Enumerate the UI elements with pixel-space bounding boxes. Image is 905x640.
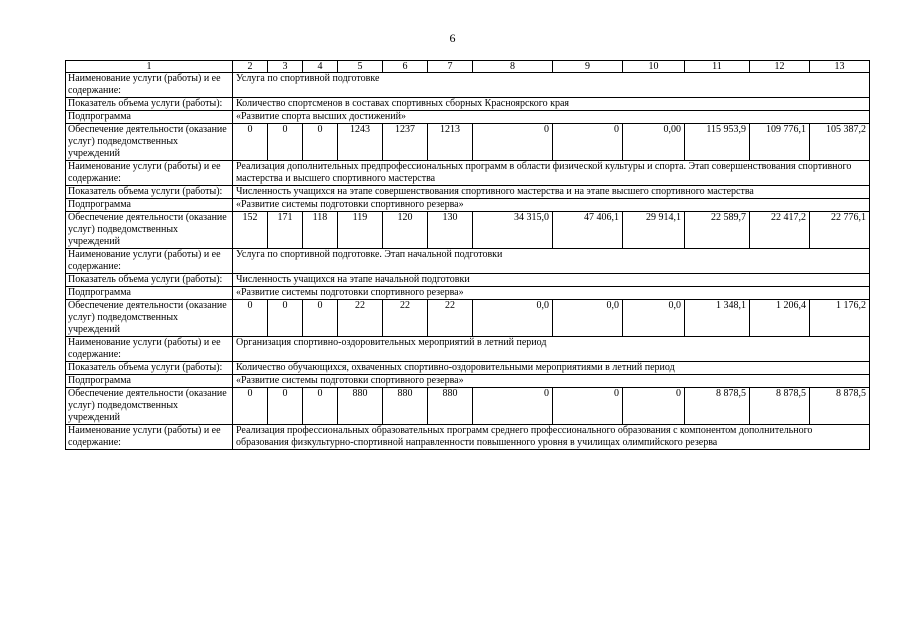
row-text: «Развитие системы подготовки спортивного резерва» <box>233 199 870 212</box>
table-row <box>66 212 870 249</box>
value-cell: 8 878,5 <box>750 388 810 425</box>
value-cell: 22 589,7 <box>685 212 750 249</box>
value-cell: 880 <box>428 388 473 425</box>
table-row <box>66 274 870 287</box>
value-cell: 34 315,0 <box>473 212 553 249</box>
table-row <box>66 186 870 199</box>
value-cell: 1243 <box>338 124 383 161</box>
value-cell: 109 776,1 <box>750 124 810 161</box>
table-row <box>66 375 870 388</box>
value-cell: 0 <box>473 124 553 161</box>
row-text: Количество спортсменов в составах спортивных сборных Красноярского края <box>233 98 870 111</box>
value-cell: 0 <box>303 124 338 161</box>
value-cell: 22 417,2 <box>750 212 810 249</box>
row-text: Услуга по спортивной подготовке <box>233 73 870 98</box>
row-text: Численность учащихся на этапе начальной подготовки <box>233 274 870 287</box>
value-cell: 0 <box>233 388 268 425</box>
row-text: Реализация дополнительных предпрофессиональных программ в области физической культуры и спорта. Этап совершенствования спортивного мастерства и высшего спортивного мастерства <box>233 161 870 186</box>
value-cell: 0,0 <box>623 300 685 337</box>
column-header: 4 <box>303 61 338 73</box>
value-cell: 1213 <box>428 124 473 161</box>
value-cell: 0,00 <box>623 124 685 161</box>
value-cell: 22 776,1 <box>810 212 870 249</box>
value-cell: 1 206,4 <box>750 300 810 337</box>
value-cell: 47 406,1 <box>553 212 623 249</box>
row-text: Количество обучающихся, охваченных спортивно-оздоровительными мероприятиями в летний период <box>233 362 870 375</box>
table-row <box>66 98 870 111</box>
column-header: 11 <box>685 61 750 73</box>
table-body <box>66 61 870 450</box>
value-cell: 22 <box>428 300 473 337</box>
row-label: Наименование услуги (работы) и ее содержание: <box>66 337 233 362</box>
row-text: Численность учащихся на этапе совершенствования спортивного мастерства и на этапе высшего спортивного мастерства <box>233 186 870 199</box>
row-label: Подпрограмма <box>66 111 233 124</box>
value-cell: 119 <box>338 212 383 249</box>
value-cell: 115 953,9 <box>685 124 750 161</box>
value-cell: 152 <box>233 212 268 249</box>
row-label: Подпрограмма <box>66 199 233 212</box>
table-row <box>66 161 870 186</box>
table-row <box>66 300 870 337</box>
row-label: Обеспечение деятельности (оказание услуг) подведомственных учреждений <box>66 212 233 249</box>
row-label: Показатель объема услуги (работы): <box>66 274 233 287</box>
row-label: Обеспечение деятельности (оказание услуг) подведомственных учреждений <box>66 300 233 337</box>
row-label: Подпрограмма <box>66 375 233 388</box>
column-header: 13 <box>810 61 870 73</box>
row-text: «Развитие спорта высших достижений» <box>233 111 870 124</box>
row-label: Показатель объема услуги (работы): <box>66 186 233 199</box>
value-cell: 22 <box>383 300 428 337</box>
column-header: 12 <box>750 61 810 73</box>
row-label: Показатель объема услуги (работы): <box>66 362 233 375</box>
value-cell: 0 <box>268 300 303 337</box>
row-text: Реализация профессиональных образовательных программ среднего профессионального образования с компонентом дополнительного образования физкультурно-спортивной направленности повышенного уровня в училищах олимпийского резерва <box>233 425 870 450</box>
header-row <box>66 61 870 73</box>
row-label: Показатель объема услуги (работы): <box>66 98 233 111</box>
value-cell: 0 <box>268 388 303 425</box>
table-row <box>66 124 870 161</box>
value-cell: 1237 <box>383 124 428 161</box>
column-header: 8 <box>473 61 553 73</box>
table-row <box>66 425 870 450</box>
value-cell: 880 <box>383 388 428 425</box>
table-row <box>66 287 870 300</box>
row-label: Наименование услуги (работы) и ее содержание: <box>66 425 233 450</box>
value-cell: 0 <box>303 300 338 337</box>
column-header: 10 <box>623 61 685 73</box>
column-header: 1 <box>66 61 233 73</box>
budget-table <box>65 60 870 450</box>
row-label: Наименование услуги (работы) и ее содержание: <box>66 249 233 274</box>
value-cell: 880 <box>338 388 383 425</box>
table-row <box>66 249 870 274</box>
column-header: 3 <box>268 61 303 73</box>
table-row <box>66 111 870 124</box>
value-cell: 0 <box>623 388 685 425</box>
value-cell: 171 <box>268 212 303 249</box>
column-header: 6 <box>383 61 428 73</box>
column-header: 9 <box>553 61 623 73</box>
value-cell: 8 878,5 <box>685 388 750 425</box>
value-cell: 0 <box>268 124 303 161</box>
column-header: 2 <box>233 61 268 73</box>
table-row <box>66 337 870 362</box>
row-label: Наименование услуги (работы) и ее содержание: <box>66 73 233 98</box>
value-cell: 8 878,5 <box>810 388 870 425</box>
row-label: Наименование услуги (работы) и ее содержание: <box>66 161 233 186</box>
value-cell: 105 387,2 <box>810 124 870 161</box>
value-cell: 0 <box>303 388 338 425</box>
row-text: «Развитие системы подготовки спортивного резерва» <box>233 375 870 388</box>
row-text: «Развитие системы подготовки спортивного резерва» <box>233 287 870 300</box>
value-cell: 0 <box>233 124 268 161</box>
row-text: Организация спортивно-оздоровительных мероприятий в летний период <box>233 337 870 362</box>
row-text: Услуга по спортивной подготовке. Этап начальной подготовки <box>233 249 870 274</box>
page-number: 6 <box>449 31 456 45</box>
value-cell: 22 <box>338 300 383 337</box>
value-cell: 0,0 <box>473 300 553 337</box>
table-row <box>66 73 870 98</box>
row-label: Обеспечение деятельности (оказание услуг) подведомственных учреждений <box>66 124 233 161</box>
column-header: 7 <box>428 61 473 73</box>
value-cell: 130 <box>428 212 473 249</box>
row-label: Обеспечение деятельности (оказание услуг) подведомственных учреждений <box>66 388 233 425</box>
column-header: 5 <box>338 61 383 73</box>
value-cell: 0 <box>233 300 268 337</box>
value-cell: 118 <box>303 212 338 249</box>
value-cell: 1 176,2 <box>810 300 870 337</box>
row-label: Подпрограмма <box>66 287 233 300</box>
value-cell: 0,0 <box>553 300 623 337</box>
value-cell: 120 <box>383 212 428 249</box>
value-cell: 0 <box>553 124 623 161</box>
value-cell: 0 <box>553 388 623 425</box>
value-cell: 0 <box>473 388 553 425</box>
table-row <box>66 388 870 425</box>
value-cell: 1 348,1 <box>685 300 750 337</box>
table-row <box>66 199 870 212</box>
value-cell: 29 914,1 <box>623 212 685 249</box>
table-row <box>66 362 870 375</box>
